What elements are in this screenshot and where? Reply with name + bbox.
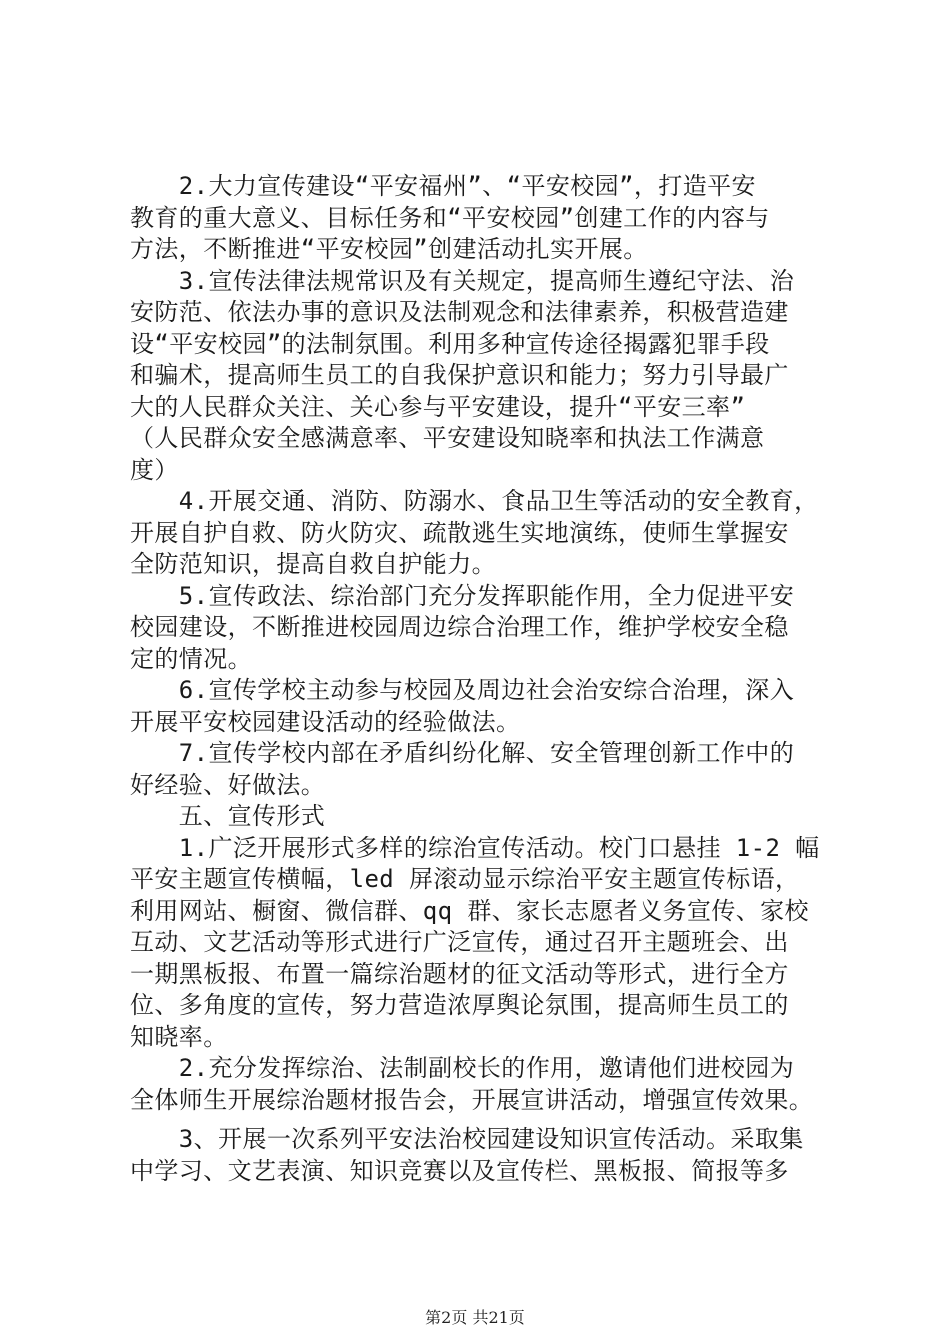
text-line: 教育的重大意义、目标任务和“平安校园”创建工作的内容与: [130, 203, 770, 232]
text-line: 全防范知识，提高自救自护能力。: [130, 550, 496, 578]
text-line: 2.大力宣传建设“平安福州”、“平安校园”，打造平安: [130, 172, 756, 200]
text-line: 中学习、文艺表演、知识竞赛以及宣传栏、黑板报、简报等多: [130, 1156, 789, 1185]
text-line: 2.充分发挥综治、法制副校长的作用，邀请他们进校园为: [130, 1054, 795, 1082]
text-line: 一期黑板报、布置一篇综治题材的征文活动等形式，进行全方: [130, 959, 789, 988]
text-line: 校园建设，不断推进校园周边综合治理工作，维护学校安全稳: [130, 613, 789, 641]
body-text-continued: [130, 1124, 830, 1187]
text-line: 方法，不断推进“平安校园”创建活动扎实开展。: [130, 235, 648, 263]
text-line: 平安主题宣传横幅，led 屏滚动显示综治平安主题宣传标语，: [130, 865, 800, 893]
text-line: 1.广泛开展形式多样的综治宣传活动。校门口悬挂 1-2 幅: [130, 833, 820, 862]
text-line: 位、多角度的宣传，努力营造浓厚舆论氛围，提高师生员工的: [130, 991, 789, 1019]
text-line: 大的人民群众关注、关心参与平安建设，提升“平安三率”: [130, 392, 746, 421]
text-line: 度）: [130, 455, 179, 484]
text-line: 4.开展交通、消防、防溺水、食品卫生等活动的安全教育，: [130, 487, 819, 515]
text-line: 开展平安校园建设活动的经验做法。: [130, 707, 521, 736]
text-line: 互动、文艺活动等形式进行广泛宣传，通过召开主题班会、出: [130, 928, 789, 956]
text-line: 定的情况。: [130, 644, 252, 673]
text-line: 5.宣传政法、综治部门充分发挥职能作用，全力促进平安: [130, 581, 795, 610]
text-line: 和骗术，提高师生员工的自我保护意识和能力；努力引导最广: [130, 361, 789, 389]
text-line: 利用网站、橱窗、微信群、qq 群、家长志愿者义务宣传、家校: [130, 896, 809, 925]
text-line: 开展自护自救、防火防灾、疏散逃生实地演练，使师生掌握安: [130, 518, 789, 547]
body-text: [130, 171, 830, 1116]
text-line: （人民群众安全感满意率、平安建设知晓率和执法工作满意: [130, 424, 765, 452]
text-line: 知晓率。: [130, 1022, 228, 1051]
text-line: 3、开展一次系列平安法治校园建设知识宣传活动。采取集: [130, 1125, 804, 1153]
section-heading: 五、宣传形式: [130, 802, 326, 830]
text-line: 3.宣传法律法规常识及有关规定，提高师生遵纪守法、治: [130, 266, 795, 295]
text-line: 安防范、依法办事的意识及法制观念和法律素养，积极营造建: [130, 298, 789, 326]
text-line: 好经验、好做法。: [130, 770, 326, 799]
text-line: 全体师生开展综治题材报告会，开展宣讲活动，增强宣传效果。: [130, 1085, 814, 1114]
text-line: 7.宣传学校内部在矛盾纠纷化解、安全管理创新工作中的: [130, 739, 795, 767]
text-line: 设“平安校园”的法制氛围。利用多种宣传途径揭露犯罪手段: [130, 329, 770, 358]
page-number-footer: 第2页 共21页: [425, 1308, 525, 1327]
text-line: 6.宣传学校主动参与校园及周边社会治安综合治理，深入: [130, 676, 795, 704]
